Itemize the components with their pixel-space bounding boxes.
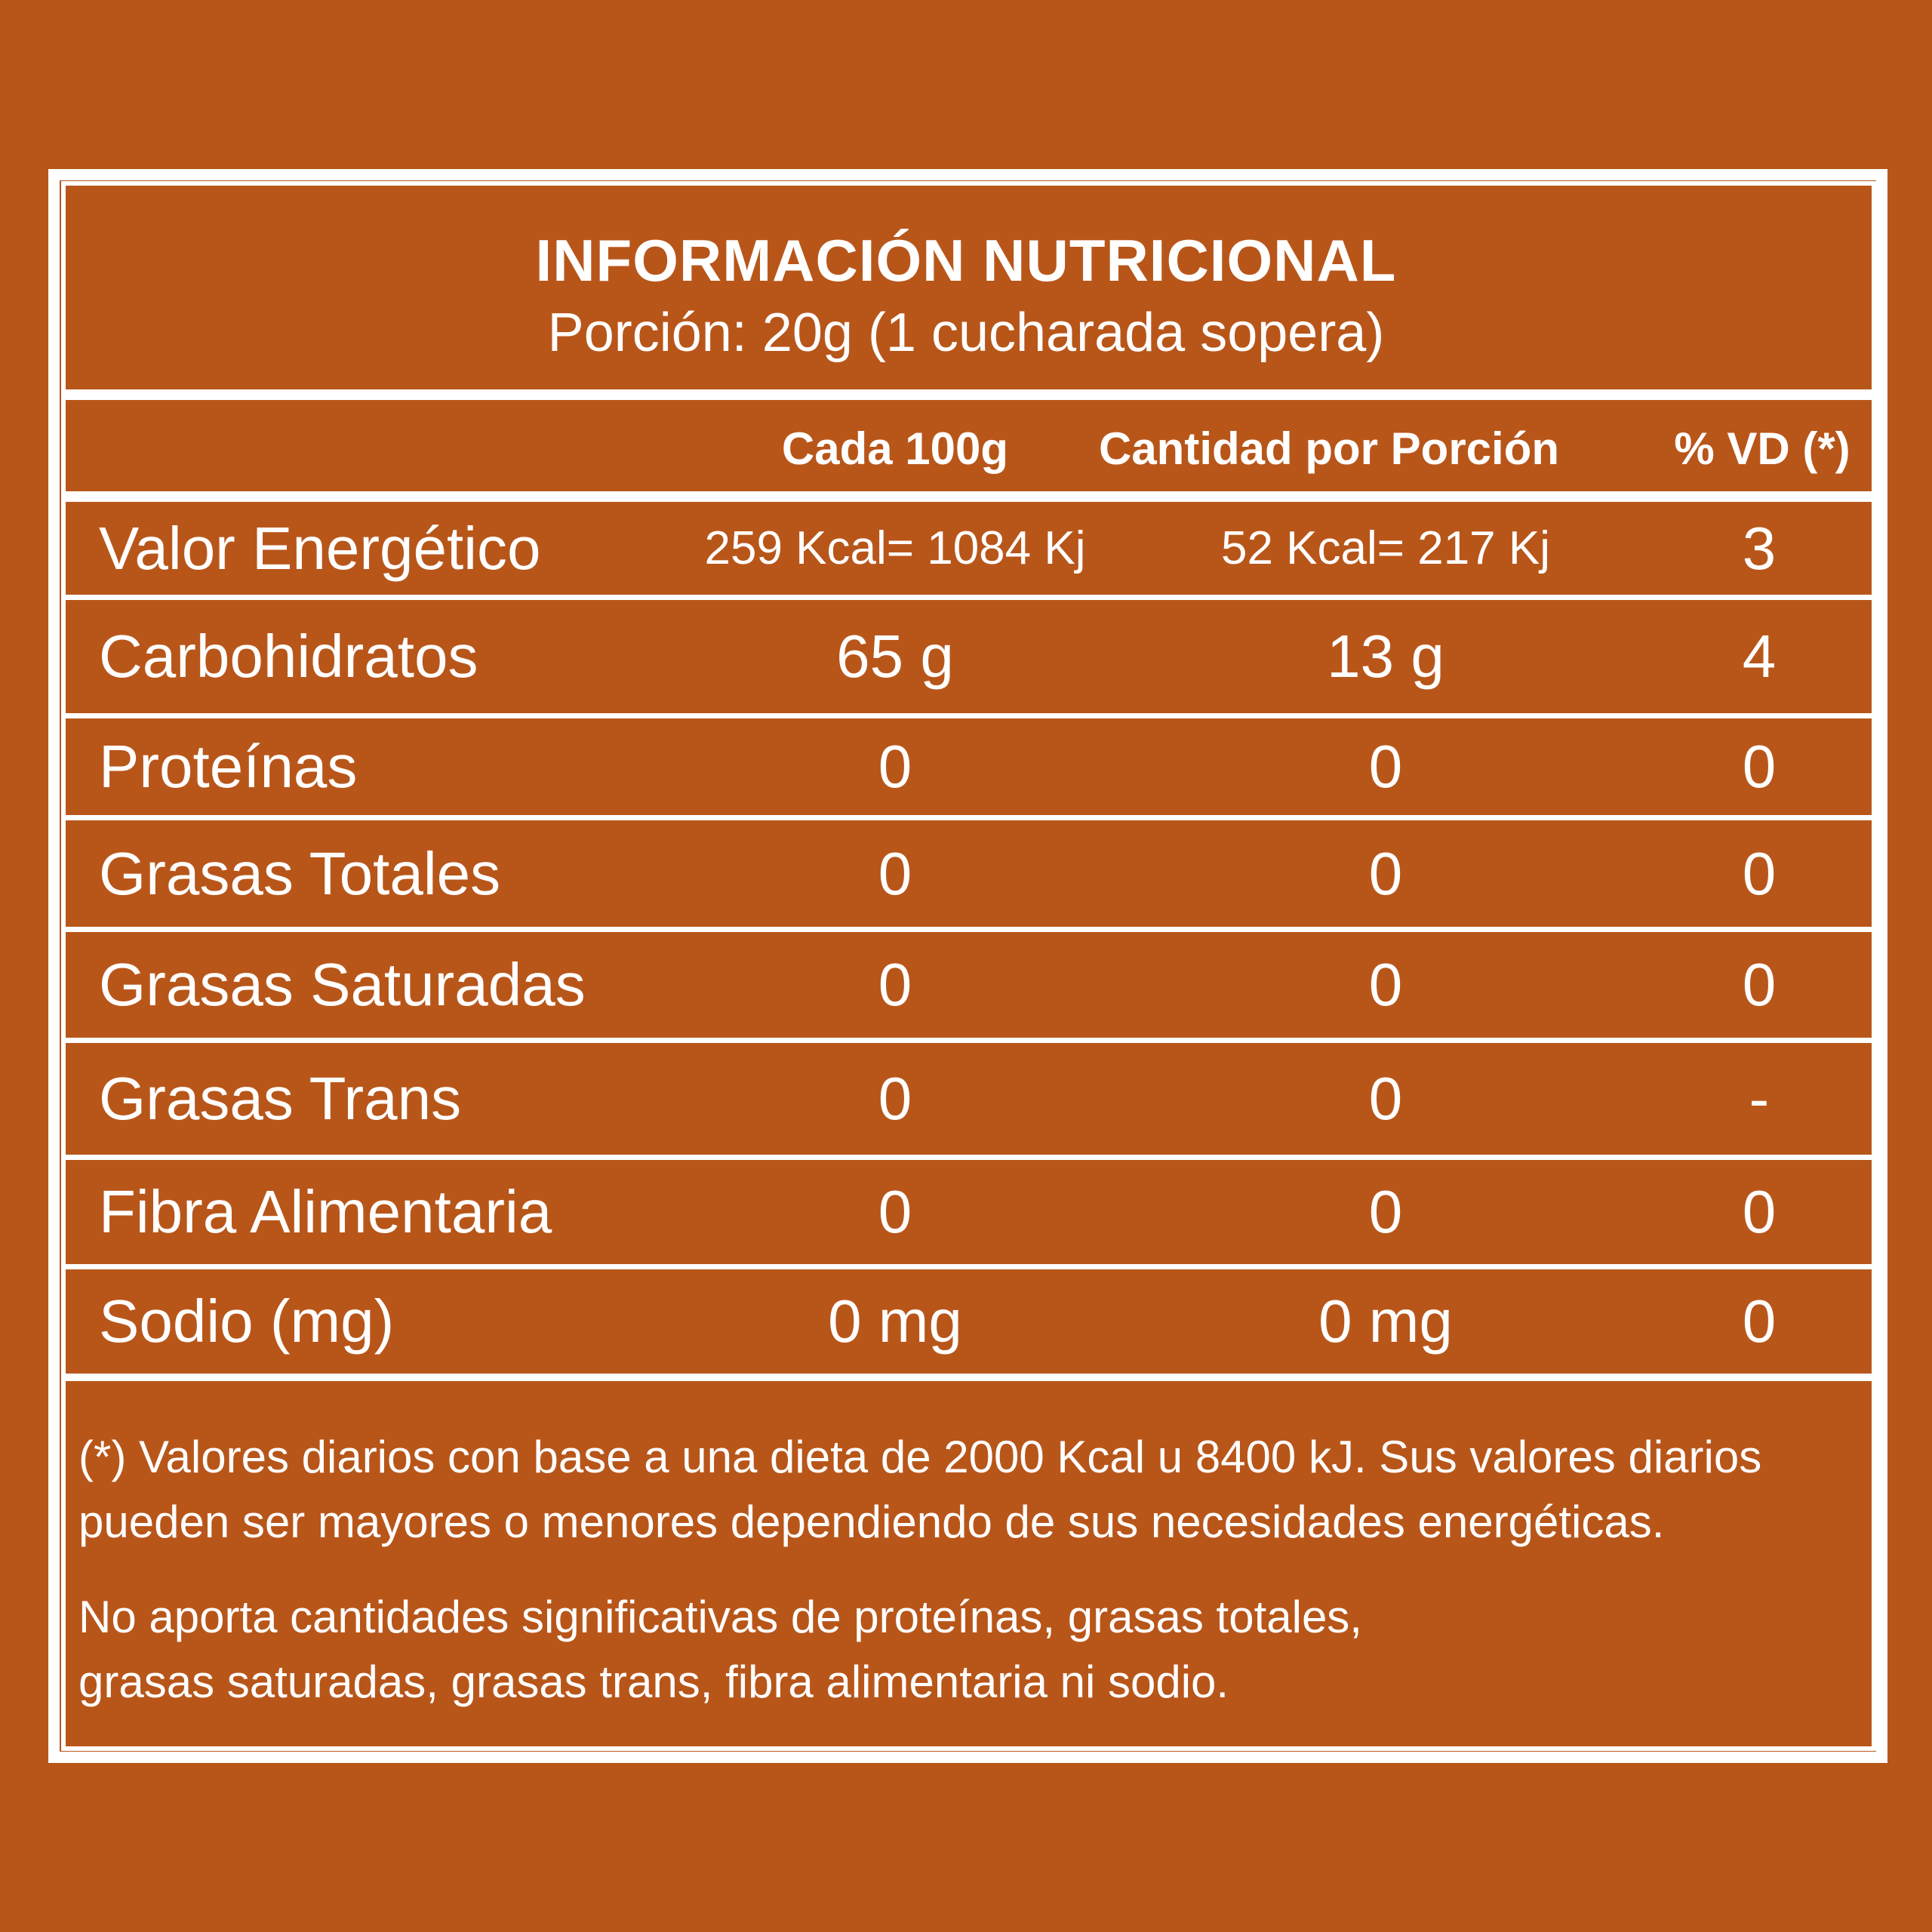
- value-per-portion: 52 Kcal= 217 Kj: [1220, 522, 1551, 574]
- column-header-per-portion: Cantidad por Porción: [1098, 423, 1560, 474]
- footnote-daily-values: [78, 1425, 1875, 1555]
- nutrient-name: Carbohidratos: [99, 623, 478, 690]
- value-per-100g: 259 Kcal= 1084 Kj: [704, 522, 1086, 574]
- table-row: [61, 932, 1876, 1038]
- nutrient-name: Valor Energético: [99, 514, 541, 582]
- label-title: INFORMACIÓN NUTRICIONAL: [535, 227, 1397, 294]
- divider-row: [61, 1155, 1876, 1160]
- value-daily-percent: -: [1749, 1065, 1770, 1132]
- nutrient-name: Sodio (mg): [99, 1287, 395, 1355]
- divider-row: [61, 1264, 1876, 1269]
- value-per-portion: 13 g: [1327, 623, 1444, 690]
- value-daily-percent: 0: [1742, 1178, 1777, 1245]
- nutrient-name: Grasas Trans: [99, 1065, 462, 1132]
- table-row: [61, 718, 1876, 815]
- value-per-100g: 0: [878, 733, 912, 800]
- divider-row: [61, 1038, 1876, 1043]
- value-per-100g: 0: [878, 1065, 912, 1132]
- value-daily-percent: 0: [1742, 733, 1777, 800]
- table-row: [61, 1043, 1876, 1155]
- value-per-portion: 0: [1368, 951, 1403, 1018]
- table-row: [61, 1160, 1876, 1264]
- value-daily-percent: 0: [1742, 951, 1777, 1018]
- footnote-line: (*) Valores diarios con base a una dieta de 2000 Kcal u 8400 kJ. Sus valores diarios: [78, 1432, 1762, 1482]
- divider-row: [61, 595, 1876, 600]
- divider-columns: [61, 491, 1876, 502]
- value-daily-percent: 0: [1742, 1287, 1777, 1355]
- nutrient-name: Grasas Totales: [99, 839, 501, 907]
- footnote-line: pueden ser mayores o menores dependiendo de sus necesidades energéticas.: [78, 1497, 1665, 1547]
- footnote-line: grasas saturadas, grasas trans, fibra alimentaria ni sodio.: [78, 1657, 1229, 1707]
- portion-size: Porción: 20g (1 cucharada sopera): [547, 303, 1385, 363]
- value-daily-percent: 4: [1742, 623, 1777, 690]
- table-row: [61, 600, 1876, 713]
- value-per-100g: 0: [878, 1178, 912, 1245]
- value-daily-percent: 0: [1742, 839, 1777, 907]
- footnote-line: No aporta cantidades significativas de proteínas, grasas totales,: [78, 1592, 1362, 1642]
- divider-row: [61, 713, 1876, 718]
- divider-header: [61, 389, 1876, 400]
- divider-footer: [61, 1374, 1876, 1381]
- value-per-100g: 0: [878, 839, 912, 907]
- value-per-portion: 0: [1368, 1065, 1403, 1132]
- nutrient-name: Fibra Alimentaria: [99, 1178, 552, 1245]
- value-per-100g: 65 g: [836, 623, 954, 690]
- table-row: [61, 1269, 1876, 1374]
- value-per-100g: 0 mg: [828, 1287, 962, 1355]
- table-row: [61, 502, 1876, 595]
- value-per-portion: 0: [1368, 1178, 1403, 1245]
- footnote-not-significant: [78, 1585, 1875, 1715]
- column-header-daily-value: % VD (*): [1674, 423, 1850, 474]
- value-daily-percent: 3: [1742, 514, 1777, 582]
- table-row: [61, 820, 1876, 927]
- column-header-per-100g: Cada 100g: [781, 423, 1009, 474]
- divider-row: [61, 815, 1876, 820]
- value-per-100g: 0: [878, 951, 912, 1018]
- nutrient-name: Proteínas: [99, 733, 358, 800]
- value-per-portion: 0: [1368, 839, 1403, 907]
- value-per-portion: 0: [1368, 733, 1403, 800]
- divider-row: [61, 927, 1876, 932]
- nutrient-name: Grasas Saturadas: [99, 951, 586, 1018]
- value-per-portion: 0 mg: [1318, 1287, 1453, 1355]
